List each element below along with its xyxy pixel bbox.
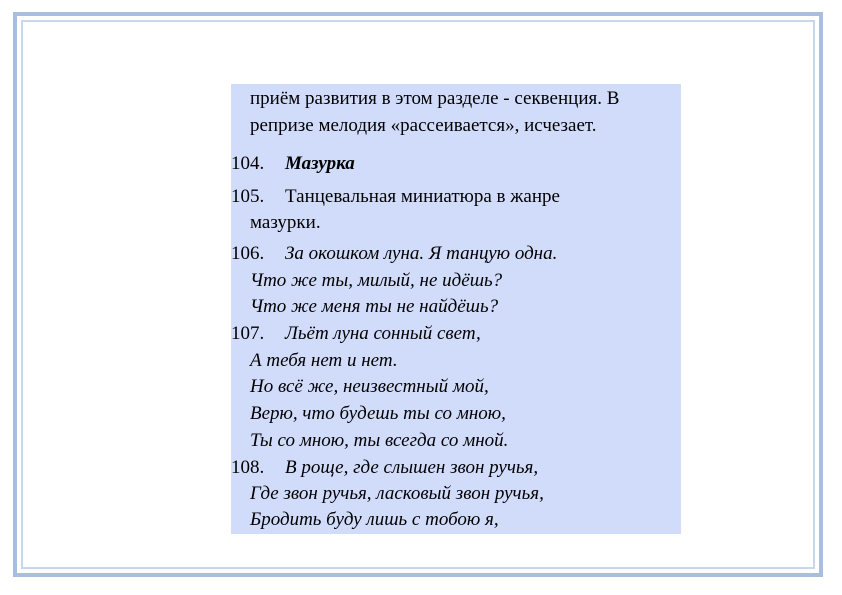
paragraph-106-line-3: Что же меня ты не найдёшь? bbox=[250, 296, 499, 317]
paragraph-108-line-1 bbox=[231, 456, 538, 480]
paragraph-104 bbox=[231, 152, 355, 176]
paragraph-107-line-3: Но всё же, неизвестный мой, bbox=[250, 376, 489, 397]
paragraph-105-text-1: Танцевальная миниатюра в жанре bbox=[285, 186, 560, 207]
paragraph-104-number: 104. bbox=[231, 153, 265, 174]
intro-line-2: репризе мелодия «рассеивается», исчезает. bbox=[250, 115, 597, 136]
paragraph-105-line-1 bbox=[231, 185, 560, 209]
paragraph-106-number: 106. bbox=[231, 243, 265, 264]
paragraph-107-line-2: А тебя нет и нет. bbox=[250, 350, 398, 371]
paragraph-107-text-1: Льёт луна сонный свет, bbox=[285, 323, 481, 344]
paragraph-108-line-3: Бродить буду лишь с тобою я, bbox=[250, 509, 499, 530]
paragraph-107-line-5: Ты со мною, ты всегда со мной. bbox=[250, 430, 509, 451]
paragraph-108-number: 108. bbox=[231, 457, 265, 478]
paragraph-107-number: 107. bbox=[231, 323, 265, 344]
paragraph-107-line-4: Верю, что будешь ты со мною, bbox=[250, 403, 506, 424]
text-block bbox=[231, 84, 681, 534]
paragraph-105-line-2: мазурки. bbox=[250, 212, 321, 233]
paragraph-108-text-1: В роще, где слышен звон ручья, bbox=[285, 457, 539, 478]
paragraph-106-text-1: За окошком луна. Я танцую одна. bbox=[285, 243, 558, 264]
paragraph-107-line-1 bbox=[231, 322, 481, 346]
paragraph-104-title: Мазурка bbox=[285, 153, 355, 174]
paragraph-106-line-2: Что же ты, милый, не идёшь? bbox=[250, 270, 503, 291]
paragraph-106-line-1 bbox=[231, 242, 557, 266]
paragraph-105-number: 105. bbox=[231, 186, 265, 207]
paragraph-108-line-2: Где звон ручья, ласковый звон ручья, bbox=[250, 483, 544, 504]
intro-line-1: приём развития в этом разделе - секвенция. В bbox=[250, 88, 620, 109]
